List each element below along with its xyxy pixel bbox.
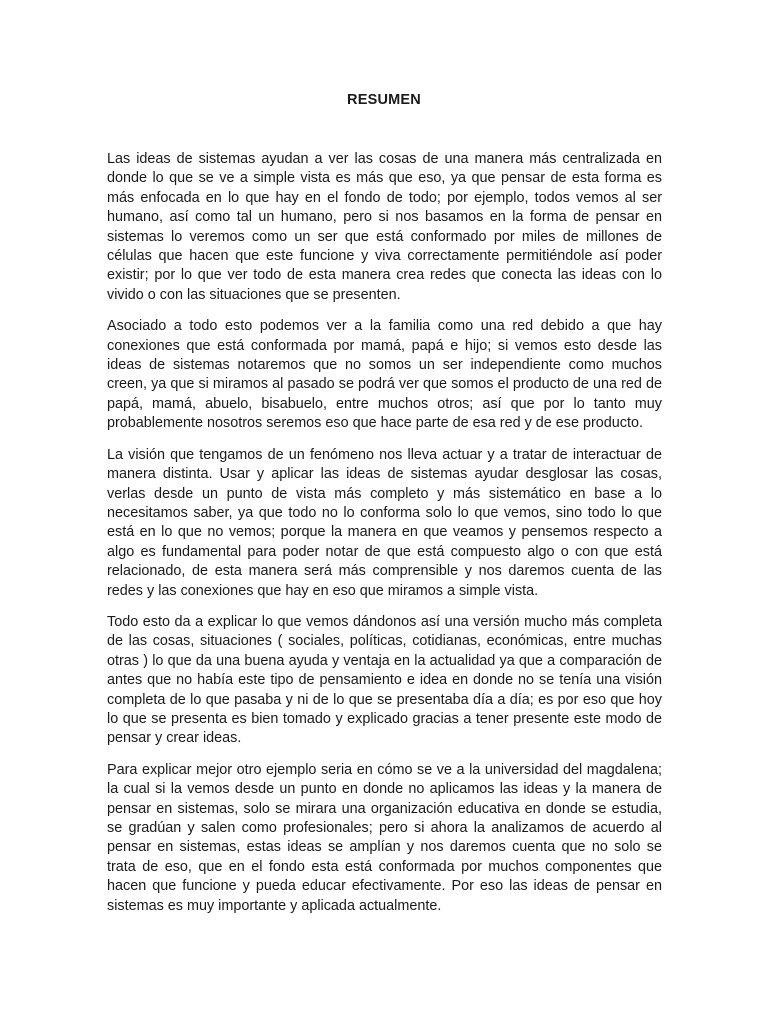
document-body	[107, 150, 662, 916]
page-title: RESUMEN	[347, 92, 421, 108]
paragraph-5: Para explicar mejor otro ejemplo seria en cómo se ve a la universidad del magdalena; la cual si la vemos desde un punto en donde no aplicamos las ideas y la manera de pensar en sistemas, solo se mirara una organización educativa en donde se estudia, se gradúan y salen como profesionales; pero si ahora la analizamos de acuerdo al pensar en sistemas, estas ideas se amplían y nos daremos cuenta que no solo se trata de eso, que en el fondo esta está conformada por muchos componentes que hacen que funcione y pueda educar efectivamente. Por eso las ideas de pensar en sistemas es muy importante y aplicada actualmente.	[107, 761, 662, 914]
paragraph-1: Las ideas de sistemas ayudan a ver las cosas de una manera más centralizada en donde lo que se ve a simple vista es más que eso, ya que pensar de esta forma es más enfocada en lo que hay en el fondo de todo; por ejemplo, todos vemos al ser humano, así como tal un humano, pero si nos basamos en la forma de pensar en sistemas lo veremos como un ser que está conformado por miles de millones de células que hacen que este funcione y viva correctamente permitiéndole así poder existir; por lo que ver todo de esta manera crea redes que conecta las ideas con lo vivido o con las situaciones que se presenten.	[107, 151, 662, 303]
paragraph-3: La visión que tengamos de un fenómeno nos lleva actuar y a tratar de interactuar de manera distinta. Usar y aplicar las ideas de sistemas ayudar desglosar las cosas, verlas desde un punto de vista más completo y más sistemático en base a lo necesitamos saber, ya que todo no lo conforma solo lo que vemos, sino todo lo que está en lo que no vemos; porque la manera en que veamos y pensemos respecto a algo es fundamental para poder notar de que está compuesto algo o con que está relacionado, de esta manera será más comprensible y nos daremos cuenta de las redes y las conexiones que hay en eso que miramos a simple vista.	[107, 446, 662, 599]
paragraph-2: Asociado a todo esto podemos ver a la familia como una red debido a que hay conexiones que está conformada por mamá, papá e hijo; si vemos esto desde las ideas de sistemas notaremos que no somos un ser independiente como muchos creen, ya que si miramos al pasado se podrá ver que somos el producto de una red de papá, mamá, abuelo, bisabuelo, entre muchos otros; así que por lo tanto muy probablemente nosotros seremos eso que hace parte de esa red y de ese producto.	[107, 318, 662, 432]
paragraph-4: Todo esto da a explicar lo que vemos dándonos así una versión mucho más completa de las cosas, situaciones ( sociales, políticas, cotidianas, económicas, entre muchas otras ) lo que da una buena ayuda y ventaja en la actualidad ya que a comparación de antes que no había este tipo de pensamiento e idea en donde no se tenía una visión completa de lo que pasaba y ni de lo que se presentaba día a día; es por eso que hoy lo que se presenta es bien tomado y explicado gracias a tener presente este modo de pensar y crear ideas.	[107, 613, 662, 747]
